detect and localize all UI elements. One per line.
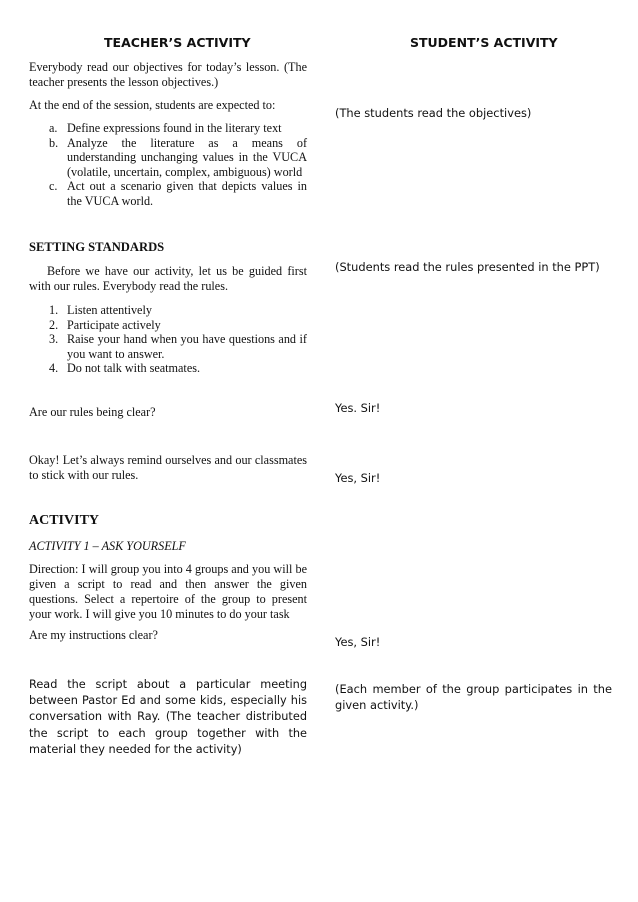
student-answer-reminder: Yes, Sir! xyxy=(335,471,381,485)
objective-marker: b. xyxy=(49,135,59,150)
student-column-header: STUDENT’S ACTIVITY xyxy=(410,35,558,50)
activity-direction: Direction: I will group you into 4 groups and you will be given a script to read and then answer the given questions. Select a repertoire of the group to present your work. I will give you 10 minutes to do your task xyxy=(29,562,307,621)
rules-reminder: Okay! Let’s always remind ourselves and our classmates to stick with our rules. xyxy=(29,453,307,482)
rules-check: Are our rules being clear? xyxy=(29,405,156,419)
student-answer-instructions: Yes, Sir! xyxy=(335,635,381,649)
rule-marker: 2. xyxy=(49,317,59,332)
student-answer-rules-clear: Yes. Sir! xyxy=(335,401,381,415)
objective-item xyxy=(29,136,307,180)
rule-item xyxy=(29,303,307,318)
objective-marker: c. xyxy=(49,179,58,193)
activity-subheading: ACTIVITY 1 – ASK YOURSELF xyxy=(29,539,186,553)
objectives-list xyxy=(29,121,307,208)
objectives-lead: At the end of the session, students are expected to: xyxy=(29,98,276,112)
student-read-objectives: (The students read the objectives) xyxy=(335,106,532,120)
objective-text: Analyze the literature as a means of understanding unchanging values in the VUCA (volatile, uncertain, complex, ambiguous) world xyxy=(67,135,307,179)
rule-text: Listen attentively xyxy=(67,303,152,317)
objective-item xyxy=(29,121,307,136)
rule-text: Raise your hand when you have questions and if you want to answer. xyxy=(67,332,307,361)
objectives-intro: Everybody read our objectives for today’s lesson. (The teacher presents the lesson objectives.) xyxy=(29,60,307,89)
rule-item xyxy=(29,318,307,333)
rule-item xyxy=(29,361,307,376)
teacher-column-header: TEACHER’S ACTIVITY xyxy=(104,35,251,50)
rules-list xyxy=(29,303,307,376)
standards-intro: Before we have our activity, let us be guided first with our rules. Everybody read the rules. xyxy=(29,264,307,293)
standards-heading: SETTING STANDARDS xyxy=(29,240,165,254)
rule-marker: 3. xyxy=(49,332,59,346)
objective-text: Define expressions found in the literary text xyxy=(67,121,282,135)
activity-heading: ACTIVITY xyxy=(29,513,100,528)
objective-text: Act out a scenario given that depicts values in the VUCA world. xyxy=(67,179,307,208)
script-instruction: Read the script about a particular meeting between Pastor Ed and some kids, especially his conversation with Ray. (The teacher distributed the script to each group together with the material they needed for the activity) xyxy=(29,678,307,756)
rule-item xyxy=(29,332,307,361)
rule-marker: 1. xyxy=(49,303,59,317)
instructions-check: Are my instructions clear? xyxy=(29,628,158,642)
objective-marker: a. xyxy=(49,121,58,135)
rule-marker: 4. xyxy=(49,361,59,375)
student-read-rules: (Students read the rules presented in the PPT) xyxy=(335,260,600,274)
rule-text: Do not talk with seatmates. xyxy=(67,361,201,375)
rule-text: Participate actively xyxy=(67,317,161,332)
objective-item xyxy=(29,179,307,208)
student-participation: (Each member of the group participates in the given activity.) xyxy=(335,682,612,712)
